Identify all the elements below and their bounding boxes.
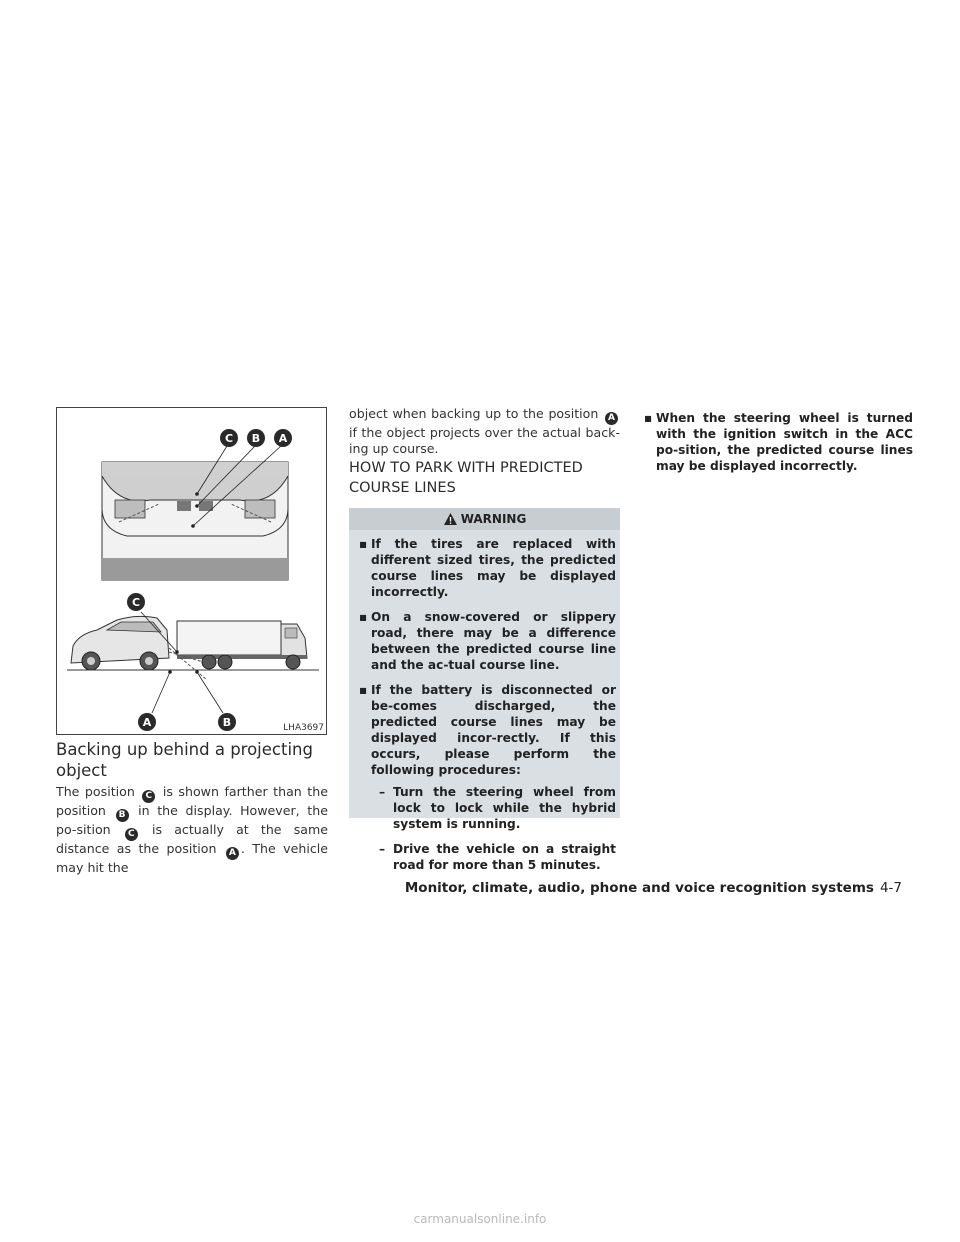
warning-icon [443, 512, 458, 526]
para-text-3: in the display. However, the po-sition [56, 803, 328, 837]
marker-c-inline: C [142, 790, 155, 803]
backing-diagram [57, 408, 326, 734]
page-footer [405, 880, 902, 896]
warning-item: ▪ If the battery is disconnected or be-comes discharged, the predicted course lines may be displayed incor-rectly. If this occurs, please perform the following procedures: – Turn the steering wheel from lock to lock while the hybrid system is running. – Drive the vehicle on a straight road for more than 5 minutes. [359, 683, 616, 872]
marker-a-top: A [278, 432, 288, 445]
warning-subitem: – Turn the steering wheel from lock to lock while the hybrid system is running. [379, 785, 616, 831]
marker-a-inline-2: A [605, 412, 618, 425]
para-text-2: is shown farther than the position [56, 784, 328, 818]
marker-c-side: C [131, 596, 141, 609]
warning-item: ▪ When the steering wheel is turned with the ignition switch in the ACC po-sition, the predicted course lines may be displayed incorrectly. [644, 411, 913, 473]
warning-sublist [371, 784, 616, 873]
warning-continued-list [642, 410, 913, 474]
figure-code: LHA3697 [283, 723, 324, 733]
marker-b-top: B [251, 432, 261, 445]
watermark: carmanualsonline.info [413, 1212, 547, 1226]
marker-a-inline: A [226, 847, 239, 860]
para-text-4: is actually at the same distance as the position [56, 822, 328, 856]
suv-illustration [71, 616, 169, 670]
page-number: 4-7 [879, 880, 902, 896]
section-heading: Backing up behind a projecting object [56, 740, 313, 780]
warning-header [349, 508, 620, 530]
warning-box [349, 508, 620, 872]
marker-b-inline: B [116, 809, 129, 822]
marker-c-inline-2: C [125, 828, 138, 841]
section-paragraph-part1 [56, 784, 328, 876]
marker-b-side: B [222, 716, 232, 729]
warning-item: ▪ If the tires are replaced with different sized tires, the predicted course lines may be displayed incorrectly. [359, 537, 616, 599]
illustration-figure [56, 407, 327, 735]
subsection-heading: HOW TO PARK WITH PREDICTED COURSE LINES [349, 460, 583, 496]
truck-illustration [177, 621, 307, 669]
section-paragraph-part2 [349, 406, 620, 457]
para-text-6: if the object projects over the actual back-ing up course. [349, 425, 620, 456]
marker-c-top: C [224, 432, 234, 445]
warning-item: ▪ On a snow-covered or slippery road, there may be a difference between the predicted course line and the ac-tual course line. [359, 610, 616, 672]
warning-subitem: – Drive the vehicle on a straight road for more than 5 minutes. [379, 842, 616, 872]
footer-chapter-title: Monitor, climate, audio, phone and voice recognition systems [404, 880, 874, 896]
warning-title: WARNING [460, 512, 527, 526]
para-text-5b: object when backing up to the position [349, 406, 599, 421]
marker-a-side: A [142, 716, 152, 729]
warning-list [357, 536, 616, 882]
para-text-5a: . The vehicle may hit the [56, 841, 328, 875]
para-text-1: The position [56, 784, 135, 799]
